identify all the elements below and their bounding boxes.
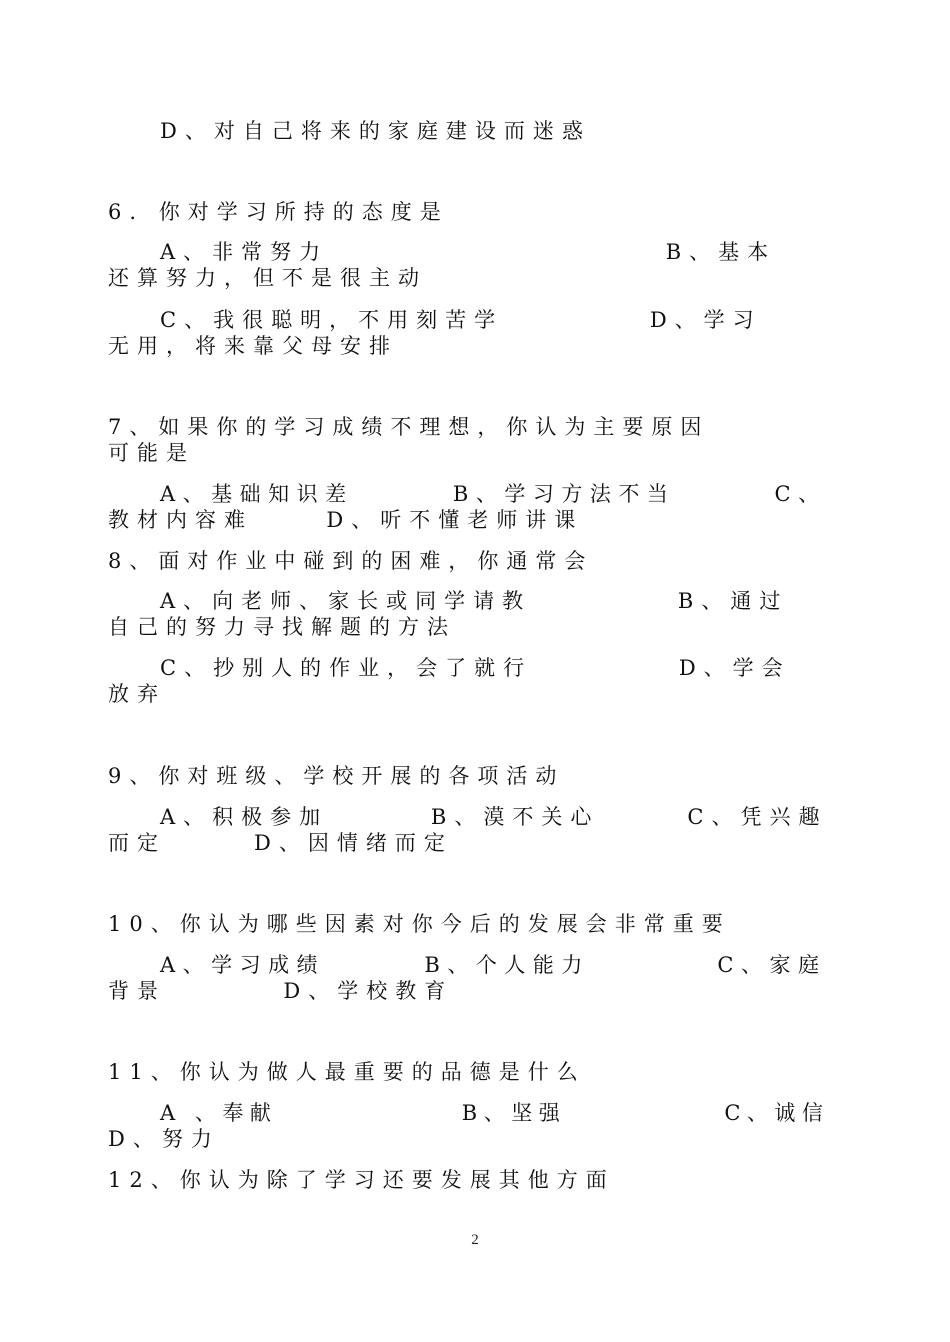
q8-options-cd-line2: 放弃 [108, 682, 166, 706]
q6-options-cd-line2: 无用，将来靠父母安排 [108, 334, 398, 358]
q11-options-line2: D、努力 [108, 1127, 220, 1151]
q6-options-ab-line1: A、非常努力 B、基本 [160, 240, 777, 264]
q8-options-ab-line1: A、向老师、家长或同学请教 B、通过 [160, 589, 789, 613]
q10-options-line1: A、学习成绩 B、个人能力 C、家庭 [160, 953, 827, 977]
page-number: 2 [471, 1232, 479, 1248]
q7-title-line1: 7、如果你的学习成绩不理想，你认为主要原因 [108, 415, 710, 439]
q11-options-line1: A 、奉献 B、坚强 C、诚信 [160, 1101, 830, 1125]
q5-option-d: D、对自己将来的家庭建设而迷惑 [160, 119, 591, 143]
q7-title-line2: 可能是 [108, 441, 195, 465]
q8-title: 8、面对作业中碰到的困难，你通常会 [108, 549, 594, 573]
q8-options-cd-line1: C、抄别人的作业，会了就行 D、学会 [160, 656, 791, 680]
q8-options-ab-line2: 自己的努力寻找解题的方法 [108, 615, 456, 639]
q6-title: 6. 你对学习所持的态度是 [108, 200, 449, 224]
q6-options-ab-line2: 还算努力，但不是很主动 [108, 266, 427, 290]
q9-options-line2: 而定 D、因情绪而定 [108, 831, 453, 855]
q9-options-line1: A、积极参加 B、漠不关心 C、凭兴趣 [160, 805, 828, 829]
q7-options-line1: A、基础知识差 B、学习方法不当 C、 [160, 482, 827, 506]
q10-title: 10、你认为哪些因素对你今后的发展会非常重要 [108, 912, 731, 936]
q11-title: 11、你认为做人最重要的品德是什么 [108, 1060, 586, 1084]
q12-title: 12、你认为除了学习还要发展其他方面 [108, 1168, 615, 1192]
q10-options-line2: 背景 D、学校教育 [108, 979, 454, 1003]
q7-options-line2: 教材内容难 D、听不懂老师讲课 [108, 508, 584, 532]
q9-title: 9、你对班级、学校开展的各项活动 [108, 764, 565, 788]
q6-options-cd-line1: C、我很聪明，不用刻苦学 D、学习 [160, 308, 762, 332]
